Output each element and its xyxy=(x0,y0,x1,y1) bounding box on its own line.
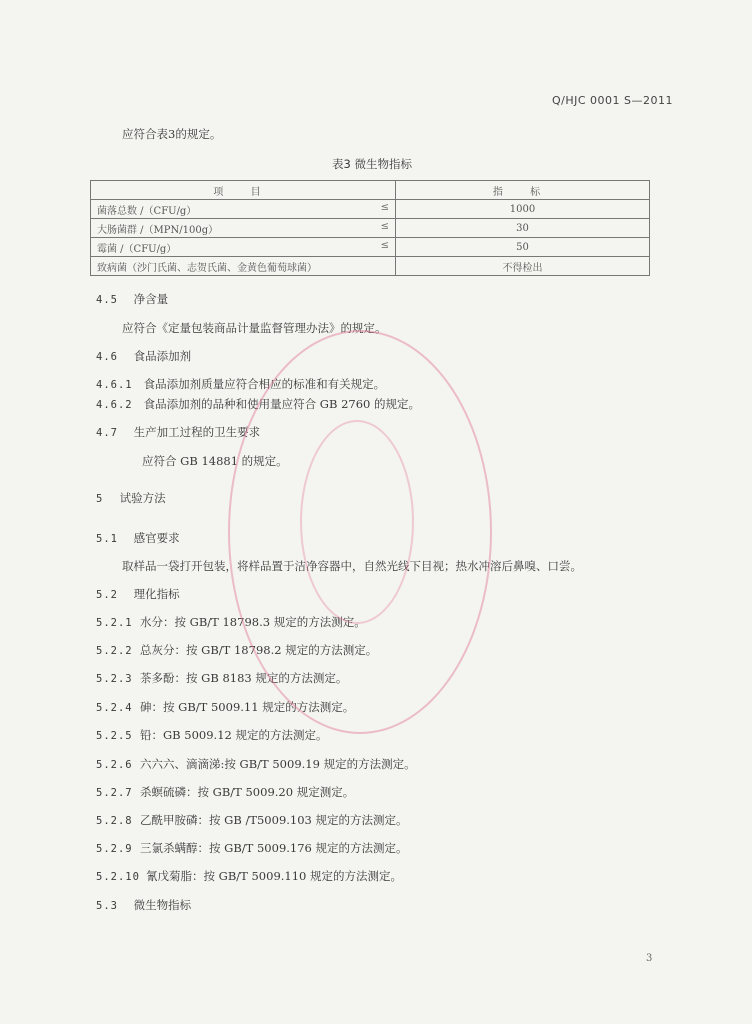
row-item: 菌落总数 /（CFU/g） xyxy=(97,205,197,217)
section-title: 感官要求 xyxy=(133,531,180,545)
row-value: 1000 xyxy=(396,200,650,219)
table-row xyxy=(91,200,650,219)
section-4-6-heading xyxy=(96,348,191,364)
intro-text: 应符合表3的规定。 xyxy=(122,127,222,141)
clause-number: 5.2.7 xyxy=(96,787,133,799)
row-item: 大肠菌群 /（MPN/100g） xyxy=(97,224,219,236)
section-title: 净含量 xyxy=(133,292,169,306)
row-value: 不得检出 xyxy=(396,257,650,276)
table-header-row xyxy=(91,181,650,200)
list-item xyxy=(96,642,377,658)
clause-text: 三氯杀螨醇：按 GB/T 5009.176 规定的方法测定。 xyxy=(140,841,408,855)
clause-4-6-2 xyxy=(96,396,420,412)
section-number: 5.2 xyxy=(96,589,118,601)
le-symbol: ≤ xyxy=(380,201,389,213)
list-item xyxy=(96,812,408,828)
section-title: 食品添加剂 xyxy=(133,349,192,363)
list-item xyxy=(96,756,416,772)
clause-text: 总灰分：按 GB/T 18798.2 规定的方法测定。 xyxy=(140,643,378,657)
clause-number: 5.2.4 xyxy=(96,702,133,714)
clause-number: 5.2.1 xyxy=(96,617,133,629)
section-number: 5.3 xyxy=(96,900,118,912)
page-number: 3 xyxy=(646,953,653,964)
clause-text: 茶多酚：按 GB 8183 规定的方法测定。 xyxy=(140,671,348,685)
table-row xyxy=(91,219,650,238)
section-5-heading xyxy=(96,490,166,506)
section-4-5-text: 应符合《定量包装商品计量监督管理办法》的规定。 xyxy=(122,321,387,335)
clause-number: 5.2.5 xyxy=(96,730,133,742)
row-item: 致病菌（沙门氏菌、志贺氏菌、金黄色葡萄球菌） xyxy=(91,257,396,276)
list-item xyxy=(96,614,366,630)
section-4-7-heading xyxy=(96,424,260,440)
section-number: 4.6 xyxy=(96,351,118,363)
list-item xyxy=(96,670,347,686)
clause-number: 5.2.6 xyxy=(96,759,133,771)
row-item-cell xyxy=(91,200,396,219)
section-5-2-heading xyxy=(96,586,180,602)
section-number: 5 xyxy=(96,493,104,505)
table-row xyxy=(91,257,650,276)
list-item xyxy=(96,868,402,884)
clause-number: 5.2.9 xyxy=(96,843,133,855)
row-value: 50 xyxy=(396,238,650,257)
table-row xyxy=(91,238,650,257)
section-number: 5.1 xyxy=(96,533,118,545)
section-title: 生产加工过程的卫生要求 xyxy=(133,425,261,439)
microbial-table xyxy=(90,180,650,276)
clause-text: 砷：按 GB/T 5009.11 规定的方法测定。 xyxy=(140,700,355,714)
clause-text: 氰戊菊脂：按 GB/T 5009.110 规定的方法测定。 xyxy=(146,869,403,883)
clause-number: 5.2.8 xyxy=(96,815,133,827)
le-symbol: ≤ xyxy=(380,220,389,232)
header-value: 指 标 xyxy=(396,181,650,200)
clause-text: 水分：按 GB/T 18798.3 规定的方法测定。 xyxy=(140,615,366,629)
section-4-5-heading xyxy=(96,291,168,307)
list-item xyxy=(96,727,328,743)
row-item-cell xyxy=(91,219,396,238)
clause-text: 杀螟硫磷：按 GB/T 5009.20 规定测定。 xyxy=(140,785,355,799)
clause-text: 食品添加剂质量应符合相应的标准和有关规定。 xyxy=(143,377,386,391)
list-item xyxy=(96,699,354,715)
section-number: 4.5 xyxy=(96,294,118,306)
row-value: 30 xyxy=(396,219,650,238)
section-5-1-text: 取样品一袋打开包装，将样品置于洁净容器中，自然光线下目视；热水冲溶后鼻嗅、口尝。 xyxy=(122,559,582,573)
clause-text: 铅：GB 5009.12 规定的方法测定。 xyxy=(140,728,328,742)
table-caption: 表3 微生物指标 xyxy=(332,157,412,171)
list-item xyxy=(96,840,408,856)
section-title: 理化指标 xyxy=(133,587,180,601)
clause-number: 5.2.3 xyxy=(96,673,133,685)
document-code: Q/HJC 0001 S—2011 xyxy=(552,94,674,107)
section-5-1-heading xyxy=(96,530,180,546)
clause-number: 5.2.2 xyxy=(96,645,133,657)
row-item: 霉菌 /（CFU/g） xyxy=(97,243,177,255)
clause-4-6-1 xyxy=(96,376,385,392)
header-item: 项 目 xyxy=(91,181,396,200)
clause-text: 食品添加剂的品种和使用量应符合 GB 2760 的规定。 xyxy=(143,397,421,411)
row-item-cell xyxy=(91,238,396,257)
section-5-3-heading xyxy=(96,897,191,913)
section-title: 微生物指标 xyxy=(133,898,192,912)
clause-text: 六六六、滴滴涕:按 GB/T 5009.19 规定的方法测定。 xyxy=(140,757,416,771)
clause-number: 5.2.10 xyxy=(96,871,140,883)
clause-number: 4.6.2 xyxy=(96,399,133,411)
list-item xyxy=(96,784,354,800)
clause-number: 4.6.1 xyxy=(96,379,133,391)
clause-text: 乙酰甲胺磷：按 GB /T5009.103 规定的方法测定。 xyxy=(140,813,408,827)
section-4-7-text: 应符合 GB 14881 的规定。 xyxy=(142,454,288,468)
company-seal-inner-ring xyxy=(300,420,414,624)
section-number: 4.7 xyxy=(96,427,118,439)
le-symbol: ≤ xyxy=(380,239,389,251)
section-title: 试验方法 xyxy=(119,491,166,505)
